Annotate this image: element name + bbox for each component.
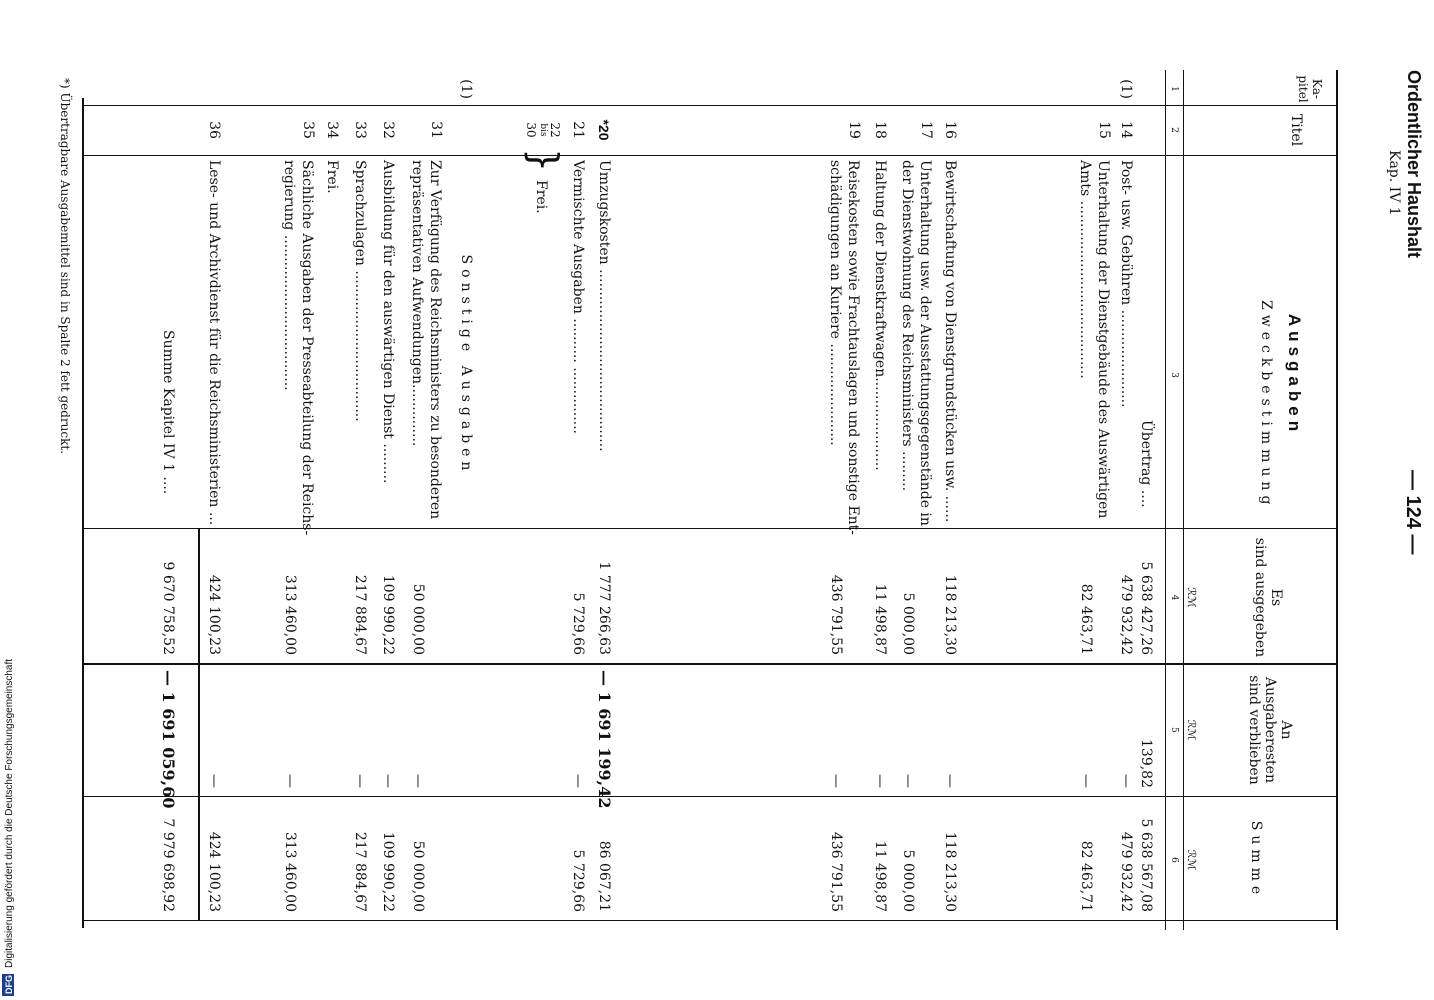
row-c6: 109 990,22: [380, 831, 396, 912]
row-c5: —: [900, 774, 916, 788]
sonstige-heading: Sonstige Ausgaben: [458, 254, 474, 476]
col-sep-ausgegeben: [84, 663, 1338, 665]
row-c4: 50 000,00: [410, 583, 426, 655]
row-c6: 5 729,66: [570, 849, 586, 912]
row-titel: 15: [1096, 121, 1112, 139]
row-c4: 479 932,42: [1118, 574, 1134, 655]
colnum-5: 5: [1169, 727, 1179, 733]
uebertrag-c4: 5 638 427,26: [1138, 561, 1154, 655]
row-c4: 118 213,30: [942, 574, 958, 655]
row-text: Frei.: [324, 160, 340, 194]
row-c5: —: [206, 774, 222, 788]
row-c5: —: [828, 774, 844, 788]
header-bottom-rule: [1183, 70, 1184, 930]
sum-rule: [198, 528, 200, 920]
row-text: Ausbildung für den auswärtigen Dienst .........: [380, 160, 396, 484]
row-c5: —: [352, 774, 368, 788]
footnote: *) Übertragbare Ausgabemittel sind in Spalte 2 fett gedruckt.: [58, 78, 72, 455]
row-c4: 11 498,87: [872, 583, 888, 655]
uebertrag-c5: 139,82: [1138, 739, 1154, 788]
row-titel: 19: [846, 121, 862, 139]
colnum-3: 3: [1169, 372, 1179, 378]
row-c4: 1 777 266,63: [596, 561, 612, 655]
row-titel: 34: [324, 121, 340, 139]
row-text: Sächliche Ausgaben der Presseabteilung der Reichs- regierung ...................................: [281, 160, 315, 536]
running-title: Ordentlicher Haushalt: [1404, 70, 1424, 259]
page-number: — 124 —: [1402, 470, 1424, 555]
colnum-6: 6: [1169, 857, 1179, 863]
row-titel-bottom: 30: [524, 122, 538, 138]
table-bottom-rule: [82, 98, 84, 928]
row-c6: 479 932,42: [1118, 831, 1134, 912]
total-label: Summe Kapitel IV 1 ....: [160, 330, 176, 495]
row-text: Lese- und Archivdienst für die Reichsministerien ...: [206, 160, 222, 526]
row-c6: 86 067,21: [596, 840, 612, 912]
row-text: Post- usw. Gebühren ......................: [1118, 160, 1134, 408]
row-text: Bewirtschaftung von Dienstgrundstücken usw. ......: [942, 160, 958, 523]
row-c6: 82 463,71: [1078, 840, 1094, 912]
row-text: Unterhaltung der Dienstgebäude des Auswärtigen Amts ........................................: [1077, 160, 1111, 519]
total-c4: 9 670 758,52: [160, 561, 176, 655]
total-c5: — 1 691 059,60: [159, 670, 178, 809]
col-sep-summe: [84, 920, 1338, 921]
row-c6: 313 460,00: [282, 831, 298, 912]
brace: }: [522, 148, 566, 173]
row-titel: 33: [352, 121, 368, 139]
row-text: Zur Verfügung des Reichsministers zu besonderen repräsentativen Aufwendungen..............: [409, 160, 443, 520]
col-sep-kapitel: [84, 105, 1338, 106]
digitization-credit: [2, 601, 16, 996]
row-titel: 16: [942, 121, 958, 139]
colnum-2: 2: [1169, 127, 1179, 133]
row-c5: —: [380, 774, 396, 788]
colnum-4: 4: [1169, 594, 1179, 601]
row-c6: 50 000,00: [410, 840, 426, 912]
uebertrag-c6: 5 638 567,08: [1138, 818, 1154, 912]
colnum-1: 1: [1169, 86, 1179, 92]
unit-col-4: ℛℳ: [1185, 587, 1198, 608]
row-titel: 31: [428, 121, 444, 139]
header-zweckbestimmung: Zweckbestimmung: [1258, 300, 1274, 510]
row-c4: 217 884,67: [352, 574, 368, 655]
row-c6: 5 000,00: [900, 849, 916, 912]
row-titel: 14: [1118, 121, 1134, 139]
row-titel: 17: [918, 121, 934, 139]
row-kapitel: (1): [1118, 79, 1134, 99]
row-c5: —: [282, 774, 298, 788]
row-c4: 5 729,66: [570, 592, 586, 655]
row-titel-top: 22: [548, 122, 562, 138]
row-text: Unterhaltung usw. der Ausstattungsgegenstände in der Dienstwohnung des Reichsministers .........: [899, 160, 933, 526]
row-text: Sprachzulagen ..................................: [352, 160, 368, 422]
row-c6: 436 791,55: [828, 831, 844, 912]
unit-col-5: ℛℳ: [1185, 719, 1198, 741]
header-ausgegeben: Es sind ausgegeben: [1252, 537, 1284, 658]
row-c5: —: [942, 774, 958, 788]
row-c5: —: [410, 774, 426, 788]
header-kapitel: Ka- pitel: [1296, 75, 1324, 103]
row-titel: 35: [300, 121, 316, 139]
table-top-rule: [1336, 70, 1338, 930]
row-titel: 32: [380, 121, 396, 139]
row-titel: 18: [872, 121, 888, 139]
row-text: Reisekosten sowie Frachtauslagen und sonstige Ent- schädigungen an Kuriere .......................: [827, 160, 861, 536]
row-c6: 217 884,67: [352, 831, 368, 912]
row-c4: 109 990,22: [380, 574, 396, 655]
row-c5: —: [1118, 774, 1134, 788]
row-c5: —: [570, 774, 586, 788]
col-sep-titel: [84, 155, 1338, 156]
chapter-label: Kap. IV 1: [1386, 150, 1402, 216]
header-titel: Titel: [1288, 113, 1304, 147]
row-titel-bis: bis: [538, 123, 548, 137]
row-c5: —: [1078, 774, 1094, 788]
total-c6: 7 979 698,92: [160, 818, 176, 912]
uebertrag-label: Übertrag ....: [1138, 420, 1154, 508]
row-titel: 36: [206, 121, 222, 139]
col-sep-text: [84, 528, 1338, 529]
dfg-logo-text: DFG: [4, 975, 14, 994]
sonstige-kapitel: (1): [458, 79, 474, 99]
unit-col-6: ℛℳ: [1185, 849, 1198, 871]
column-number-rule: [1165, 70, 1166, 930]
row-c6: 424 100,23: [206, 831, 222, 912]
row-c4: 424 100,23: [206, 574, 222, 655]
row-text: Vermischte Ausgaben .......... ...............: [570, 160, 586, 434]
row-c4: 313 460,00: [282, 574, 298, 655]
row-text: Haltung der Dienstkraftwagen.....................: [872, 160, 888, 471]
row-text: Umzugskosten .........................................: [596, 160, 612, 452]
col-sep-reste: [84, 796, 1338, 797]
header-summe: Summe: [1248, 820, 1264, 900]
header-ausgaben: Ausgaben: [1285, 313, 1304, 437]
row-c6: 11 498,87: [872, 840, 888, 912]
header-ausgabereste: An Ausgaberesten sind verblieben: [1246, 675, 1294, 785]
row-c4: 436 791,55: [828, 574, 844, 655]
row-c6: 118 213,30: [942, 831, 958, 912]
row-text: Frei.: [533, 180, 549, 214]
row-c5: — 1 691 199,42: [595, 670, 614, 809]
row-c5: —: [872, 774, 888, 788]
row-c4: 82 463,71: [1078, 583, 1094, 655]
row-titel: 21: [570, 121, 586, 139]
credit-text: Digitalisierung gefördert durch die Deutsche Forschungsgemeinschaft: [4, 658, 15, 968]
row-c4: 5 000,00: [900, 592, 916, 655]
row-titel: *20: [596, 119, 612, 141]
